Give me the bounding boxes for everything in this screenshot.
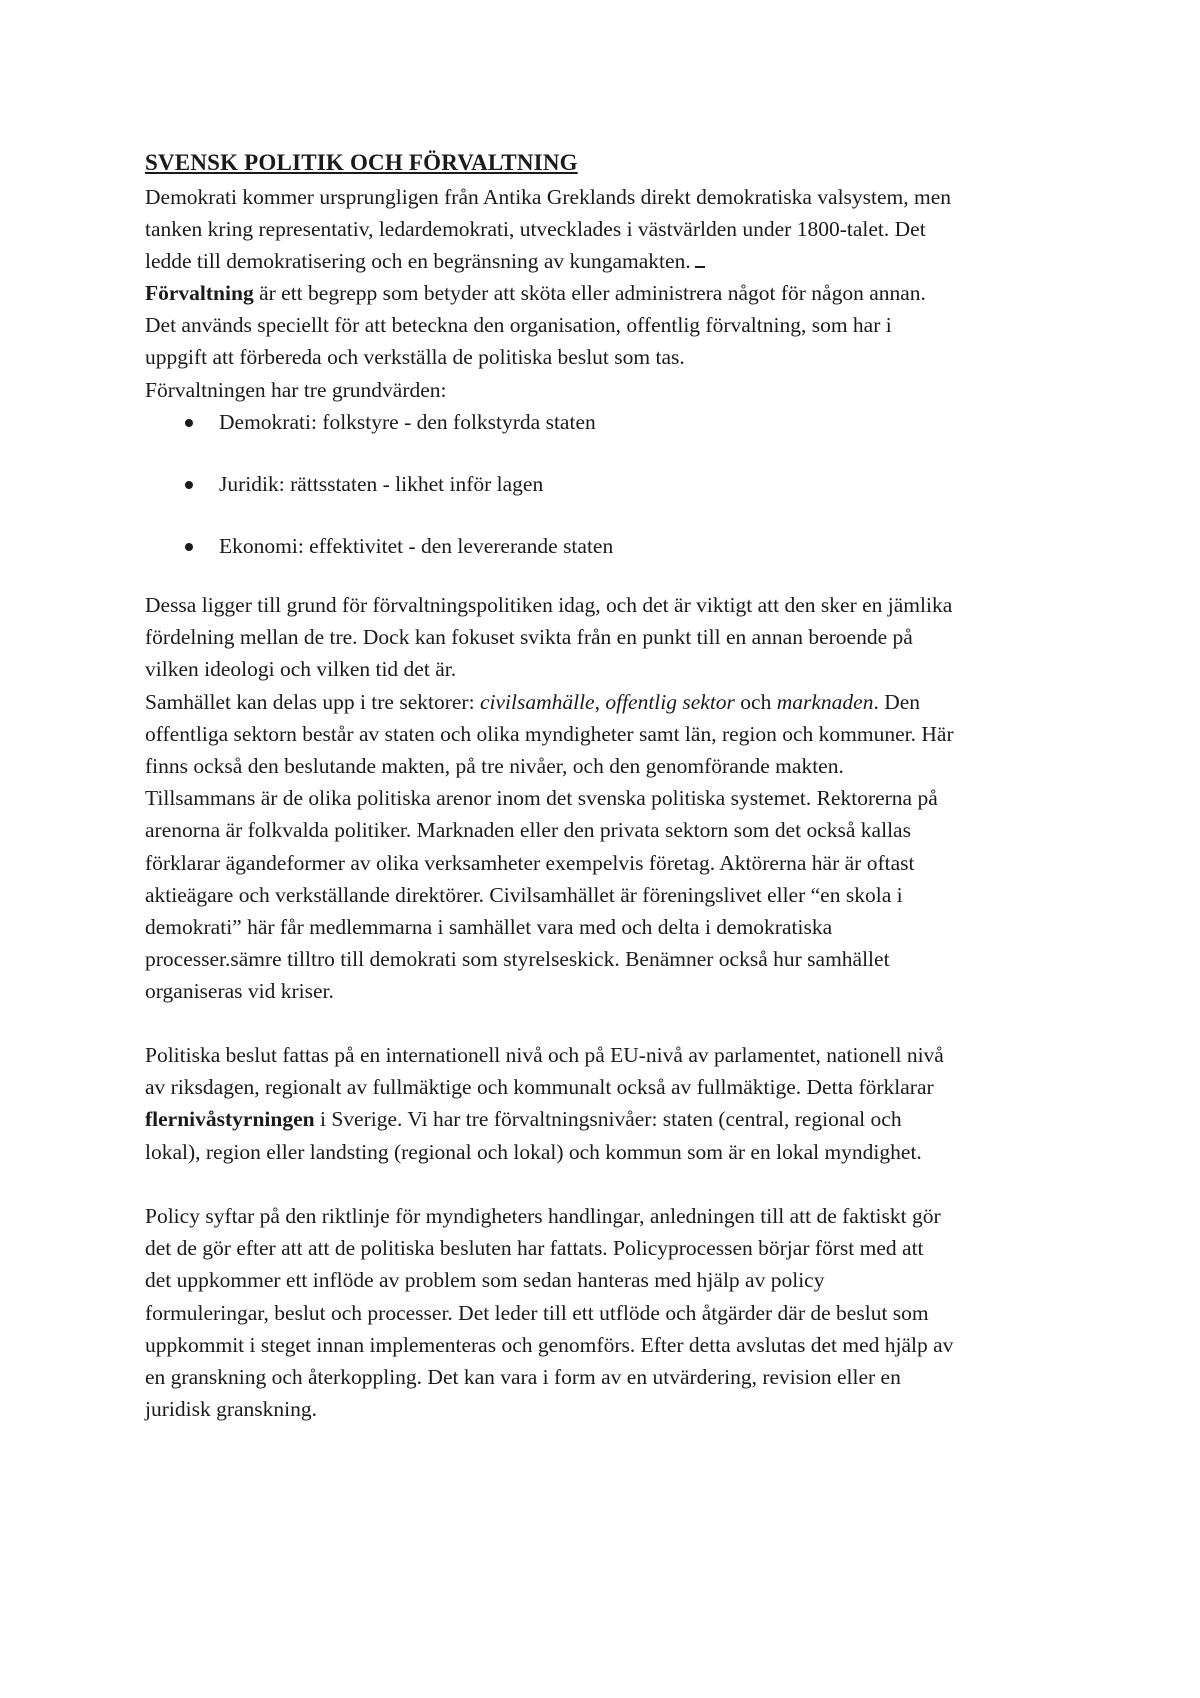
beslut-line [145,1103,1075,1135]
text-cursor-mark [695,248,705,268]
forvaltning-line: Det används speciellt för att beteckna den organisation, offentlig förvaltning, som har i [145,313,892,338]
beslut-line: av riksdagen, regionalt av fullmäktige och kommunalt också av fullmäktige. Detta förklarar [145,1075,934,1100]
list-item-text: Demokrati: folkstyre - den folkstyrda staten [219,410,596,434]
grundvarden-list [145,406,1075,592]
samhallet-line: offentliga sektorn består av staten och olika myndigheter samt län, region och kommuner. Här [145,721,954,746]
samhallet-text: . Den [873,689,921,714]
dessa-paragraph [145,589,1075,1008]
beslut-line: Politiska beslut fattas på en internationell nivå och på EU-nivå av parlamentet, nationell nivå [145,1043,944,1067]
samhallet-line: demokrati” här får medlemmarna i samhället vara med och delta i demokratiska [145,915,833,940]
policy-paragraph [145,1200,1075,1425]
policy-line: Policy syftar på den riktlinje för myndigheters handlingar, anledningen till att de faktiskt gör [145,1204,941,1228]
samhallet-text: Samhället kan delas upp i tre sektorer: [145,689,480,714]
beslut-paragraph [145,1039,1075,1168]
intro-line: Demokrati kommer ursprungligen från Antika Greklands direkt demokratiska valsystem, men [145,185,952,209]
samhallet-line: aktieägare och verkställande direktörer. Civilsamhället är föreningslivet eller “en skola i [145,882,903,907]
list-item-text: Ekonomi: effektivitet - den levererande staten [219,534,614,558]
forvaltning-line [145,277,1075,309]
samhallet-line: Tillsammans är de olika politiska arenor inom det svenska politiska systemet. Rektorerna på [145,786,938,811]
intro-paragraph [145,181,1075,278]
samhallet-line: organiseras vid kriser. [145,979,334,1004]
forvaltning-line-text: är ett begrepp som betyder att sköta eller administrera något för någon annan. [253,281,926,305]
bullet-icon [185,419,193,427]
beslut-line: lokal), region eller landsting (regional och lokal) och kommun som är en lokal myndighet. [145,1139,922,1164]
dessa-line: vilken ideologi och vilken tid det är. [145,657,457,682]
separator: och [734,689,777,714]
sektor-offentlig: offentlig sektor [605,689,735,714]
forvaltning-term: Förvaltning [145,281,254,305]
intro-line: tanken kring representativ, ledardemokrati, utvecklades i västvärlden under 1800-talet. Det [145,217,926,242]
list-item [145,406,1075,468]
intro-line-text: ledde till demokratisering och en begränsning av kungamakten. [145,249,691,274]
samhallet-line: processer.sämre tilltro till demokrati som styrelseskick. Benämner också hur samhället [145,947,890,972]
forvaltning-paragraph [145,277,1075,406]
flernivastyrningen-term: flernivåstyrningen [145,1107,315,1132]
policy-line: uppkommit i steget innan implementeras och genomförs. Efter detta avslutas det med hjälp av [145,1332,954,1357]
intro-line [145,245,1075,277]
sektor-civilsamhalle: civilsamhälle [479,689,595,714]
policy-line: formuleringar, beslut och processer. Det leder till ett utflöde och åtgärder där de beslut som [145,1300,929,1325]
samhallet-line: förklarar ägandeformer av olika verksamheter exempelvis företag. Aktörerna här är oftast [145,850,915,875]
samhallet-line: finns också den beslutande makten, på tre nivåer, och den genomförande makten. [145,754,844,779]
beslut-line-text: i Sverige. Vi har tre förvaltningsnivåer: staten (central, regional och [314,1107,902,1132]
forvaltning-line: uppgift att förbereda och verkställa de politiska beslut som tas. [145,345,685,370]
list-item [145,530,1075,592]
samhallet-line: arenorna är folkvalda politiker. Marknaden eller den privata sektorn som det också kallas [145,818,911,843]
list-item [145,468,1075,530]
bullet-icon [185,543,193,551]
policy-line: det uppkommer ett inflöde av problem som sedan hanteras med hjälp av policy [145,1268,825,1293]
page-title: SVENSK POLITIK OCH FÖRVALTNING [145,150,578,175]
policy-line: juridisk granskning. [145,1397,317,1422]
list-item-text: Juridik: rättsstaten - likhet inför lagen [219,472,544,496]
dessa-line: fördelning mellan de tre. Dock kan fokuset svikta från en punkt till en annan beroende på [145,625,913,650]
policy-line: det de gör efter att att de politiska besluten har fattats. Policyprocessen börjar först med att [145,1236,924,1261]
separator: , [594,689,606,714]
policy-line: en granskning och återkoppling. Det kan vara i form av en utvärdering, revision eller en [145,1365,901,1390]
dessa-line: Dessa ligger till grund för förvaltningspolitiken idag, och det är viktigt att den sker en jämlika [145,593,953,617]
samhallet-line [145,686,1075,718]
sektor-marknaden: marknaden [776,689,874,714]
grundvarden-intro: Förvaltningen har tre grundvärden: [145,377,447,402]
bullet-icon [185,481,193,489]
